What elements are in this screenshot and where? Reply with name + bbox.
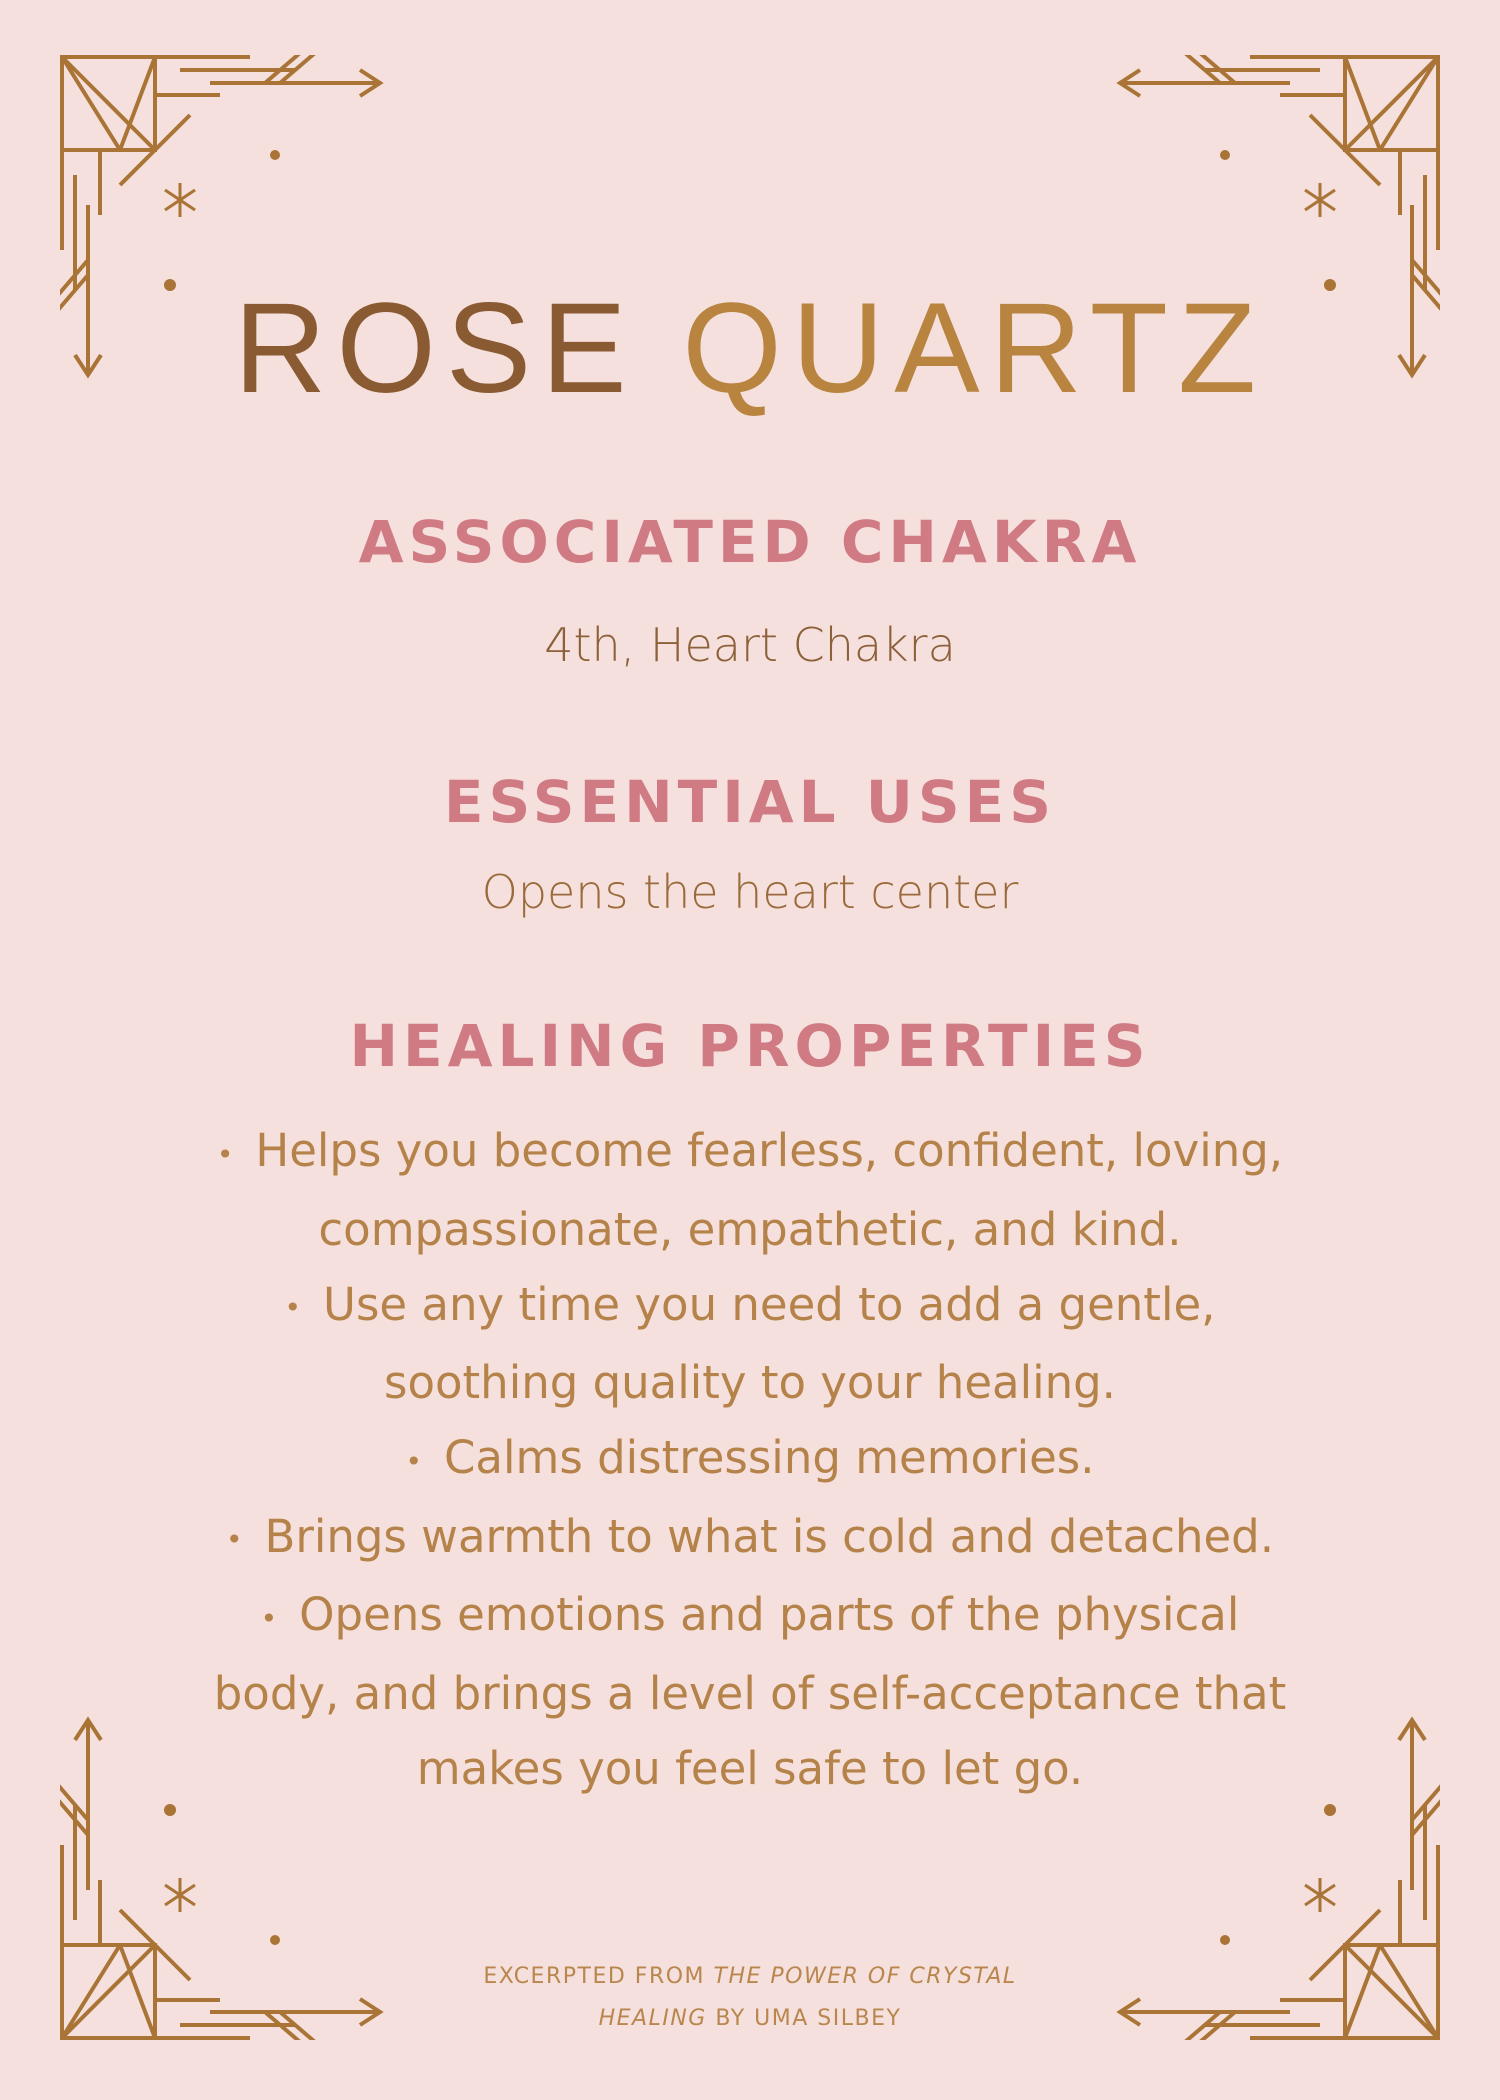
list-item-text: Calms distressing memories. bbox=[443, 1431, 1095, 1484]
chakra-value: 4th, Heart Chakra bbox=[544, 618, 956, 672]
list-item bbox=[200, 1577, 1300, 1806]
title-word-2: QUARTZ bbox=[682, 277, 1267, 420]
page-title bbox=[0, 275, 1500, 422]
list-item bbox=[200, 1499, 1300, 1578]
title-word-1: ROSE bbox=[233, 277, 637, 420]
uses-value: Opens the heart center bbox=[481, 865, 1019, 919]
credit-prefix: EXCERPTED FROM bbox=[483, 1964, 706, 1989]
healing-properties-list bbox=[200, 1113, 1300, 1806]
credit-book-title-part2: HEALING bbox=[598, 2006, 707, 2031]
chakra-heading: ASSOCIATED CHAKRA bbox=[358, 508, 1142, 576]
list-item bbox=[200, 1267, 1300, 1421]
bullet-icon: • bbox=[405, 1444, 422, 1478]
bullet-icon: • bbox=[284, 1291, 302, 1324]
credit-author: BY UMA SILBEY bbox=[715, 2006, 902, 2031]
healing-heading: HEALING PROPERTIES bbox=[349, 1012, 1151, 1080]
list-item bbox=[200, 1113, 1300, 1267]
bullet-icon: • bbox=[216, 1137, 234, 1171]
uses-heading: ESSENTIAL USES bbox=[443, 768, 1057, 836]
credit-book-title-part1: THE POWER OF CRYSTAL bbox=[713, 1964, 1017, 1989]
bullet-icon: • bbox=[260, 1601, 278, 1635]
list-item-text: Opens emotions and parts of the physical body, and brings a level of self-acceptance that makes you feel safe to let go. bbox=[213, 1588, 1287, 1795]
list-item-text: Use any time you need to add a gentle, soothing quality to your healing. bbox=[323, 1277, 1216, 1409]
list-item bbox=[200, 1420, 1300, 1499]
bullet-icon: • bbox=[225, 1523, 243, 1556]
list-item-text: Helps you become fearless, confident, loving, compassionate, empathetic, and kind. bbox=[255, 1124, 1284, 1256]
source-credit bbox=[0, 1956, 1500, 2040]
list-item-text: Brings warmth to what is cold and detached. bbox=[264, 1509, 1275, 1563]
